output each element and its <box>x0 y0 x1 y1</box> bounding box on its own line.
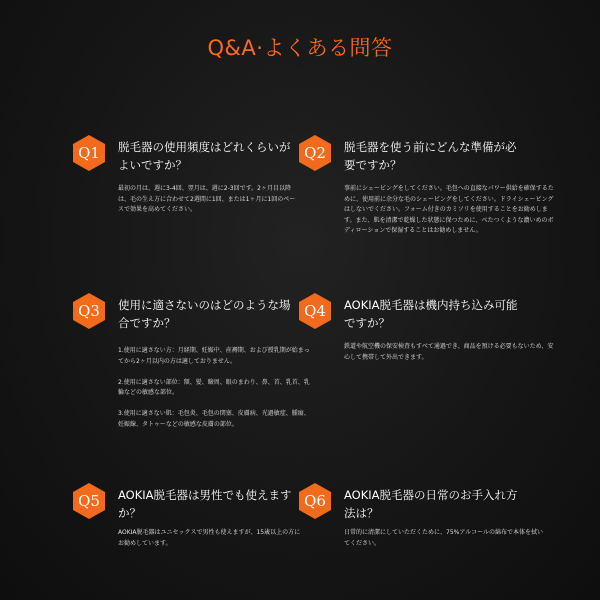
q1-badge-label: Q1 <box>78 144 100 162</box>
q3-question: 使用に適さないのはどのような場合ですか？ <box>118 298 291 330</box>
q3-badge-label: Q3 <box>78 302 100 320</box>
q6-answer: 日常的に清潔にしていただくために、75%アルコールの綿布で本体を拭いてください。 <box>344 529 543 547</box>
q5-badge-label: Q5 <box>78 492 100 510</box>
q1-question: 脱毛器の使用頻度はどれくらいがよいですか？ <box>118 140 291 172</box>
q6-badge-label: Q6 <box>304 492 326 510</box>
q3-answer: 1.使用に適さない方：月経期、妊娠中、産褥期、および授乳期が始まってから2ヶ月以内の方は適しておりません。 2.使用に適さない部位：額、髪、瞼周、眼のまわり、鼻、首、乳首、乳輪などの敏感な部位。 3.使用に適さない肌：毛包炎、毛包の閉塞、皮膚病、光過敏症、腫瘍、妊娠線、タトゥーなどの敏感な皮膚の部位。 <box>118 347 310 428</box>
q6-question: AOKIA脱毛器の日常のお手入れ方法は？ <box>344 488 518 520</box>
q1-answer: 最初の月は、週に3-4回、翌月は、週に2-3回です。2ヶ月目以降は、毛の生え方に合わせて2週間に1回、または1ヶ月に1回のペースで効果を高めてください。 <box>118 185 296 213</box>
q2-badge-label: Q2 <box>304 144 326 162</box>
q2-answer: 事前にシェービングをしてください。毛包への直接なパワー供給を確保するために、使用前に余分な毛のシェービングをしてください。ドライシェービングはしないでください。フォーム付きのカミソリを使用することをお勧めします。また、肌を清潔で乾燥した状態に保つために、べたつくような濃いめのボディローションで保湿することはお勧めしません。 <box>344 185 554 234</box>
page-title: Q&A·よくある問答 <box>207 36 393 60</box>
q5-question: AOKIA脱毛器は男性でも使えますか？ <box>118 488 292 520</box>
q5-answer: AOKIA脱毛器はユニセックスで男性も使えますが、15歳以上の方にお勧めしています。 <box>118 529 301 547</box>
q4-question: AOKIA脱毛器は機内持ち込み可能ですか？ <box>344 298 518 330</box>
q4-answer: 鉄道や航空機の保安検査もすべて通過でき、商品を預ける必要もないため、安心して携帯して外出できます。 <box>344 343 554 361</box>
q2-question: 脱毛器を使う前にどんな準備が必要ですか？ <box>344 140 517 172</box>
q4-badge-label: Q4 <box>304 302 326 320</box>
